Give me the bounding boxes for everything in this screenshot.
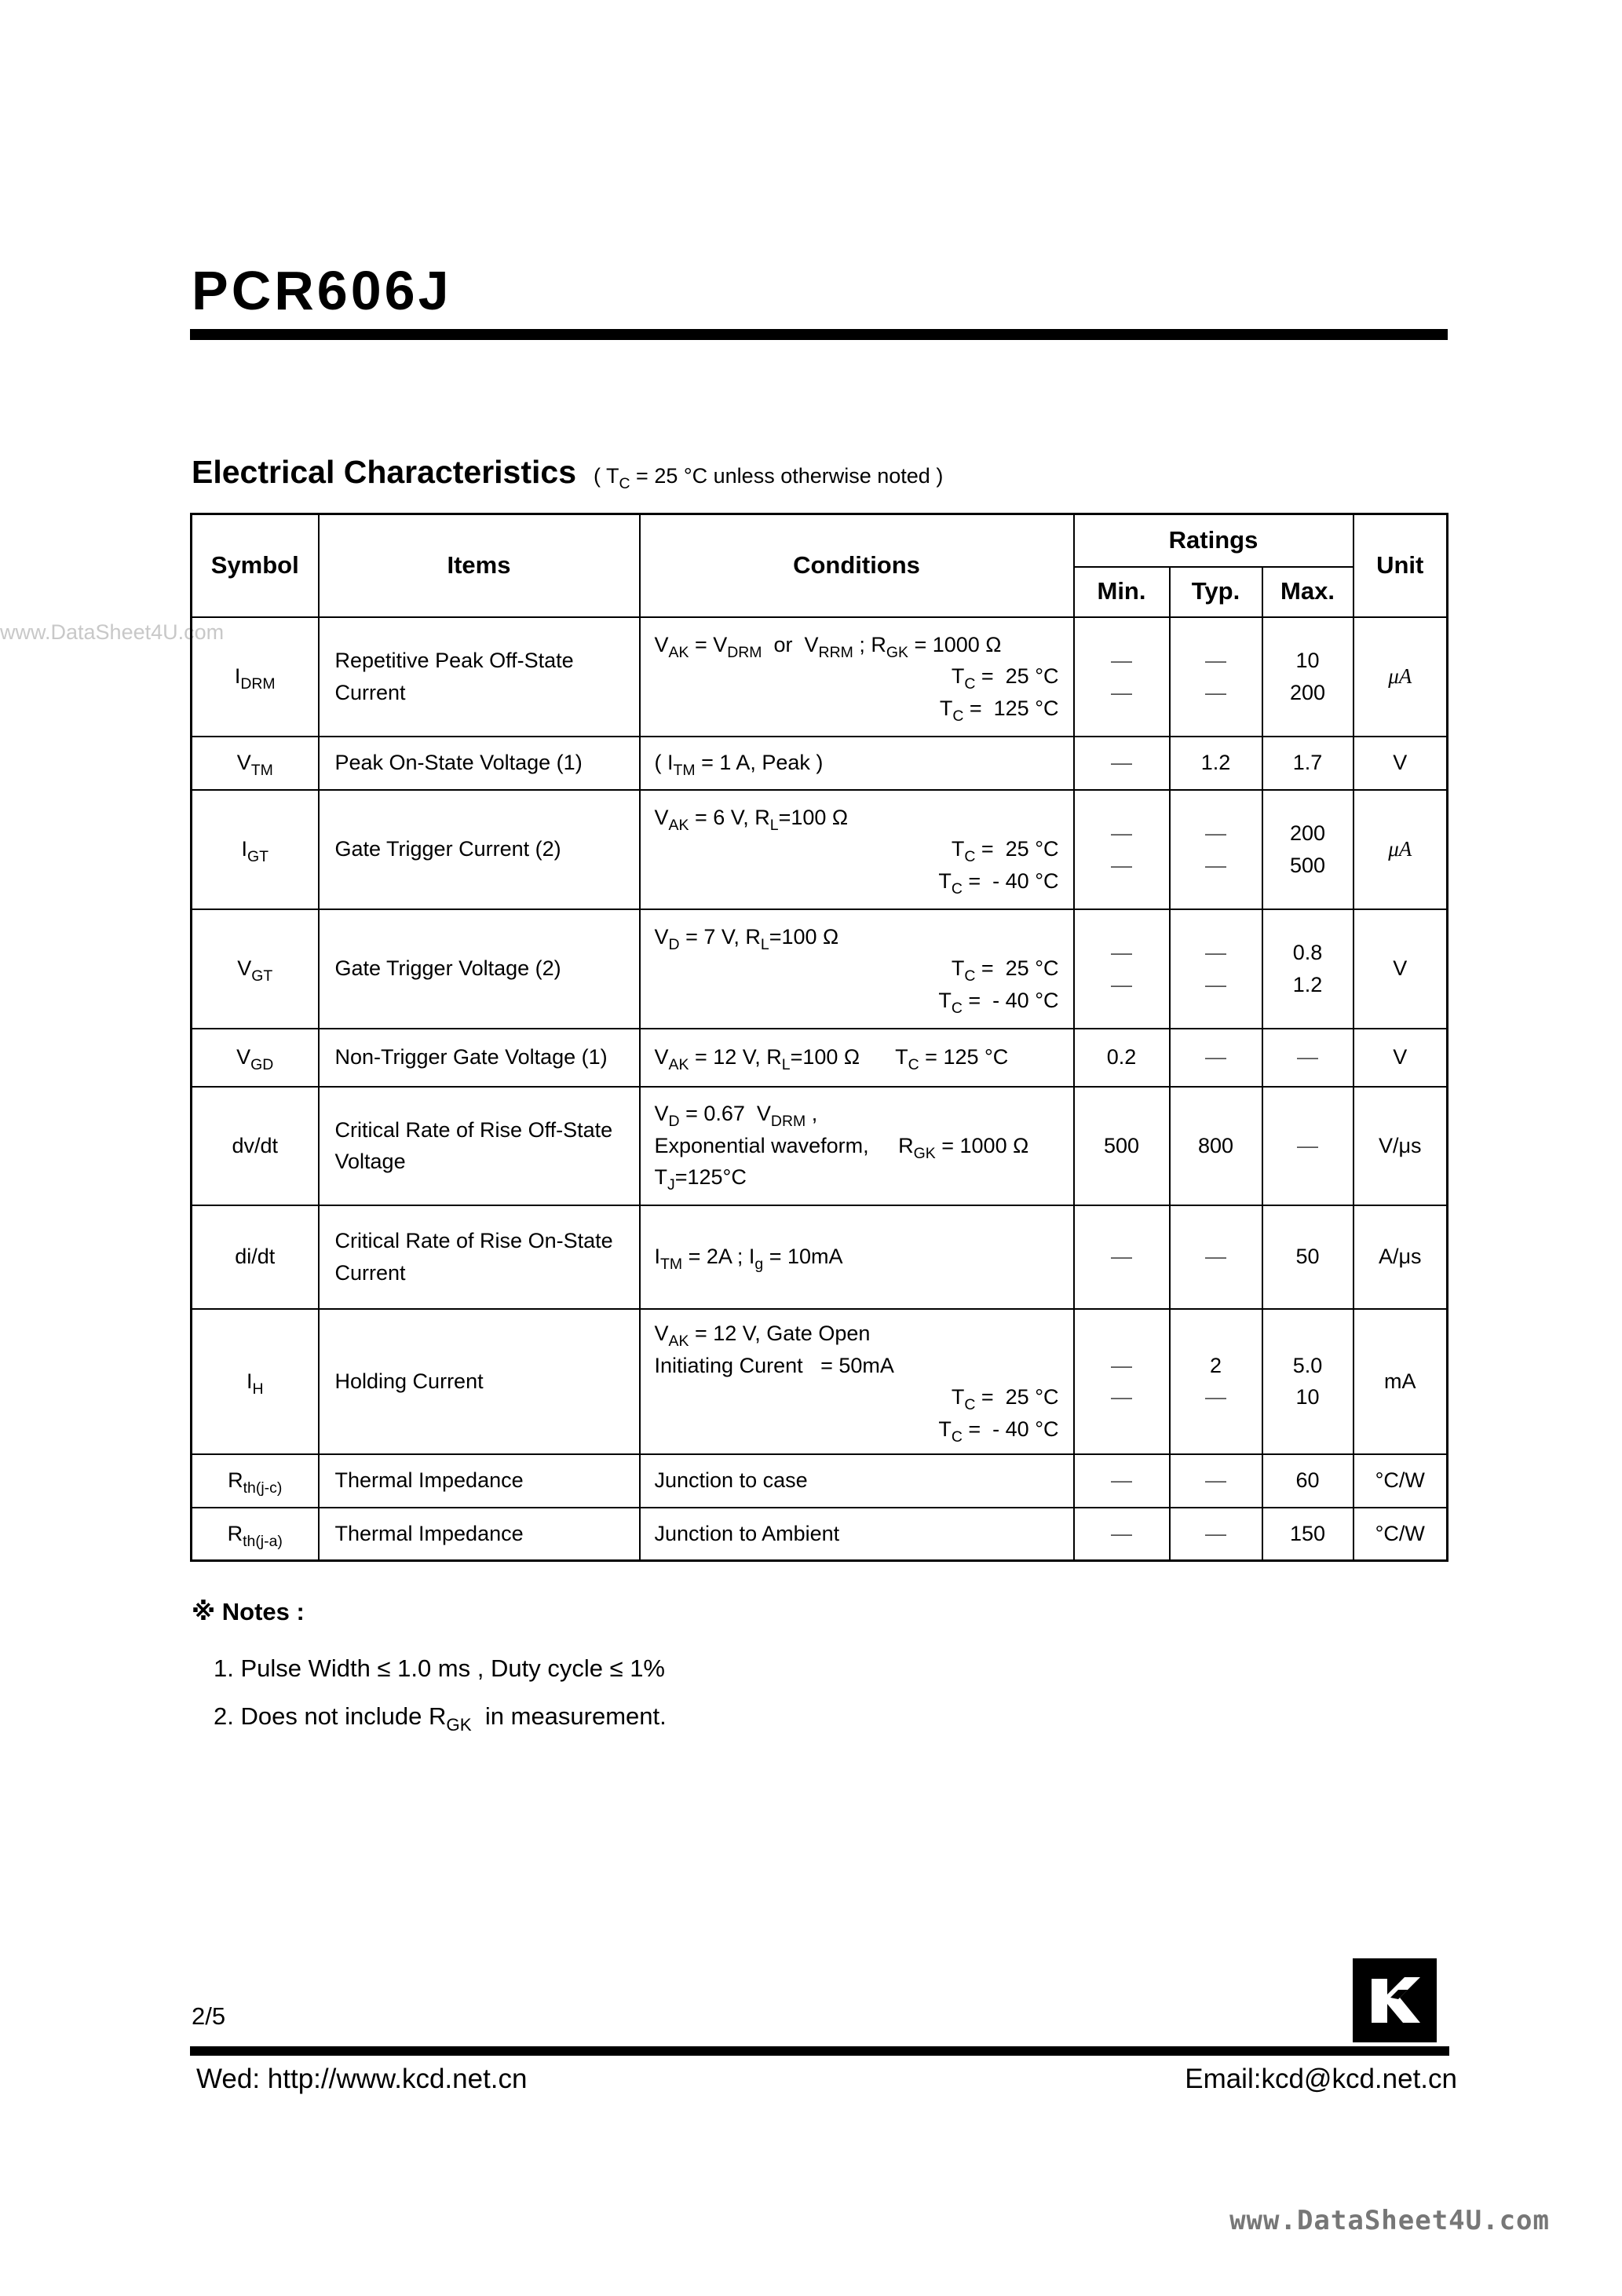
document-title: PCR606J [192,260,452,321]
item-cell: Thermal Impedance [319,1454,640,1508]
company-logo [1353,1958,1437,2042]
max-cell: 0.8 1.2 [1262,909,1353,1029]
item-cell: Thermal Impedance [319,1508,640,1561]
condition-cell: $V_D = 0.67$ $V_{DRM}$ , Exponential waveform, $R_{GK} = 1000$ Ω $T_J=125^\circ C$ [640,1087,1074,1205]
condition-cell: ( $I_{TM} = 1$ A, Peak ) [640,737,1074,790]
symbol-cell: $I_H$ [192,1309,319,1454]
min-cell: — [1074,1508,1170,1561]
unit-cell: V [1353,909,1448,1029]
item-cell: Holding Current [319,1309,640,1454]
symbol-cell: di/dt [192,1205,319,1309]
min-cell: — [1074,1205,1170,1309]
condition-cell: $V_{AK} = 12$ V, Gate Open Initiating Curent = 50mA $T_C = 25$ °C $T_C$ = - 40 °C [640,1309,1074,1454]
condition-cell: Junction to case [640,1454,1074,1508]
item-cell: Non-Trigger Gate Voltage (1) [319,1029,640,1087]
min-cell: 0.2 [1074,1029,1170,1087]
section-heading [192,454,943,491]
table-row [192,737,1448,790]
header-ratings: Ratings [1074,514,1353,567]
unit-cell: °C/W [1353,1454,1448,1508]
min-cell: 500 [1074,1087,1170,1205]
electrical-characteristics-table [190,513,1448,1562]
min-cell: — — [1074,790,1170,909]
table-row [192,1309,1448,1454]
symbol-cell: $I_{GT}$ [192,790,319,909]
section-title: Electrical Characteristics [192,454,576,490]
header-unit: Unit [1353,514,1448,617]
item-cell: Peak On-State Voltage (1) [319,737,640,790]
min-cell: — [1074,1454,1170,1508]
header-min: Min. [1074,567,1170,617]
typ-cell: 800 [1170,1087,1262,1205]
typ-cell: — [1170,1454,1262,1508]
unit-cell: V [1353,1029,1448,1087]
typ-cell: — — [1170,909,1262,1029]
max-cell: — [1262,1029,1353,1087]
typ-cell: — [1170,1029,1262,1087]
max-cell: 10 200 [1262,617,1353,737]
header-rule [190,329,1448,340]
page-number: 2/5 [192,2002,226,2030]
symbol-cell: $V_{GD}$ [192,1029,319,1087]
note-1: 1. Pulse Width ≤ 1.0 ms , Duty cycle ≤ 1% [214,1654,665,1682]
max-cell: 60 [1262,1454,1353,1508]
unit-cell: °C/W [1353,1508,1448,1561]
condition-cell: $V_D = 7$ V, $R_L=100$ Ω $T_C = 25$ °C $T_C$ = - 40 °C [640,909,1074,1029]
condition-cell: $I_{TM} = 2A$ ; $I_g = 10mA$ [640,1205,1074,1309]
note-2: 2. Does not include $R_{GK}$ in measurement. [214,1702,667,1735]
header-conditions: Conditions [640,514,1074,617]
side-watermark: www.DataSheet4U.com [0,620,225,644]
symbol-cell: $V_{GT}$ [192,909,319,1029]
kcd-logo-icon [1353,1958,1437,2042]
item-cell: Critical Rate of Rise Off-State Voltage [319,1087,640,1205]
header-symbol: Symbol [192,514,319,617]
item-cell: Gate Trigger Current (2) [319,790,640,909]
unit-cell: A/μs [1353,1205,1448,1309]
table-row [192,617,1448,737]
min-cell: — — [1074,1309,1170,1454]
symbol-cell: $R_{th(j-c)}$ [192,1454,319,1508]
unit-cell: V/μs [1353,1087,1448,1205]
table-row [192,1205,1448,1309]
max-cell: — [1262,1087,1353,1205]
condition-cell: Junction to Ambient [640,1508,1074,1561]
header-max: Max. [1262,567,1353,617]
table-row [192,1508,1448,1561]
unit-cell: V [1353,737,1448,790]
symbol-cell: $R_{th(j-a)}$ [192,1508,319,1561]
typ-cell: 2 — [1170,1309,1262,1454]
typ-cell: 1.2 [1170,737,1262,790]
footer-watermark: www.DataSheet4U.com [1229,2205,1550,2236]
unit-cell: μA [1353,790,1448,909]
max-cell: 50 [1262,1205,1353,1309]
notes-title: ※ Notes : [192,1598,305,1625]
symbol-cell: $V_{TM}$ [192,737,319,790]
footer-rule [190,2046,1449,2056]
min-cell: — [1074,737,1170,790]
symbol-cell: $I_{DRM}$ [192,617,319,737]
item-cell: Repetitive Peak Off-State Current [319,617,640,737]
unit-cell: mA [1353,1309,1448,1454]
symbol-cell: dv/dt [192,1087,319,1205]
typ-cell: — [1170,1205,1262,1309]
footer-website[interactable]: Wed: http://www.kcd.net.cn [196,2064,528,2094]
footer-email[interactable]: Email:kcd@kcd.net.cn [1185,2064,1457,2094]
max-cell: 1.7 [1262,737,1353,790]
table-row [192,1029,1448,1087]
table-row [192,790,1448,909]
typ-cell: — [1170,1508,1262,1561]
min-cell: — — [1074,909,1170,1029]
table-row [192,1087,1448,1205]
typ-cell: — — [1170,617,1262,737]
max-cell: 200 500 [1262,790,1353,909]
item-cell: Critical Rate of Rise On-State Current [319,1205,640,1309]
unit-cell: μA [1353,617,1448,737]
table-row [192,909,1448,1029]
header-items: Items [319,514,640,617]
condition-cell: $V_{AK} = V_{DRM}$ or $V_{RRM}$ ; $R_{GK} = 1000$ Ω $T_C = 25$ °C $T_C = 125$ °C [640,617,1074,737]
header-typ: Typ. [1170,567,1262,617]
min-cell: — — [1074,617,1170,737]
max-cell: 150 [1262,1508,1353,1561]
section-condition-note: ( $T_C = 25$ °C unless otherwise noted ) [594,464,944,492]
max-cell: 5.0 10 [1262,1309,1353,1454]
table-row [192,1454,1448,1508]
condition-cell: $V_{AK} = 12$ V, $R_L=100$ Ω $T_C = 125$ °C [640,1029,1074,1087]
condition-cell: $V_{AK} = 6$ V, $R_L=100$ Ω $T_C = 25$ °C $T_C$ = - 40 °C [640,790,1074,909]
item-cell: Gate Trigger Voltage (2) [319,909,640,1029]
typ-cell: — — [1170,790,1262,909]
